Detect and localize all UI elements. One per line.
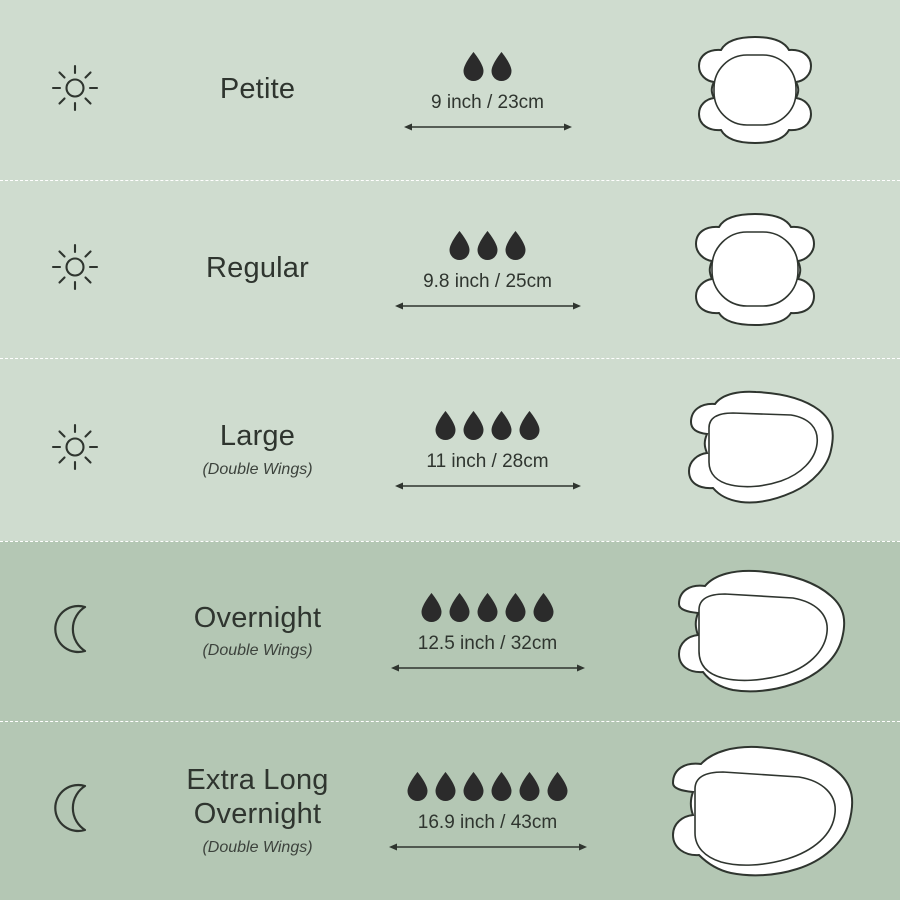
time-of-day-cell [0, 240, 150, 299]
drop-icon [434, 410, 457, 441]
time-of-day-cell [0, 420, 150, 479]
row-large [0, 358, 900, 541]
absorbency-drops [448, 227, 527, 261]
absorbency-cell [365, 227, 610, 312]
drop-icon [462, 771, 485, 802]
absorbency-drops [420, 589, 555, 623]
measurement-arrow [394, 300, 582, 312]
measurement-label: 9 inch / 23cm [431, 91, 544, 113]
row-divider [0, 180, 900, 181]
row-regular [0, 180, 900, 358]
pad-icon-overnight [645, 566, 865, 696]
row-petite [0, 0, 900, 180]
measurement-arrow [388, 841, 588, 853]
drop-icon [490, 771, 513, 802]
row-divider [0, 541, 900, 542]
size-name-line2: Overnight [193, 798, 322, 830]
measurement-label: 11 inch / 28cm [426, 451, 549, 472]
size-name-cell [150, 252, 365, 286]
absorbency-cell [365, 768, 610, 853]
drop-icon [462, 410, 485, 441]
sun-icon [48, 420, 102, 479]
absorbency-cell [365, 589, 610, 674]
drop-icon [448, 592, 471, 623]
time-of-day-cell [0, 61, 150, 120]
row-extra-long-overnight [0, 721, 900, 900]
drop-icon [462, 51, 485, 82]
measurement-label: 9.8 inch / 25cm [423, 270, 552, 292]
drop-icon [476, 592, 499, 623]
pad-illustration-cell [610, 388, 900, 512]
time-of-day-cell [0, 780, 150, 841]
pad-icon-extra-long-overnight [641, 743, 869, 879]
size-name-line1: Extra Long [186, 764, 329, 797]
size-name-note: (Double Wings) [202, 838, 313, 856]
size-name: Large [219, 420, 296, 453]
moon-icon [47, 601, 103, 662]
drop-icon [490, 51, 513, 82]
size-name-cell [150, 764, 365, 856]
row-divider [0, 358, 900, 359]
drop-icon [518, 410, 541, 441]
drop-icon [504, 230, 527, 261]
pad-icon-regular [660, 211, 850, 327]
size-name-note: (Double Wings) [202, 642, 313, 660]
drop-icon [476, 230, 499, 261]
drop-icon [546, 771, 569, 802]
sun-icon [48, 240, 102, 299]
absorbency-drops [406, 768, 569, 802]
measurement-arrow [390, 662, 586, 674]
drop-icon [434, 771, 457, 802]
pad-illustration-cell [610, 35, 900, 145]
absorbency-drops [462, 48, 513, 82]
size-name: Regular [206, 252, 309, 285]
pad-illustration-cell [610, 566, 900, 696]
measurement-arrow [403, 121, 573, 133]
absorbency-drops [434, 407, 541, 441]
drop-icon [518, 771, 541, 802]
drop-icon [532, 592, 555, 623]
row-overnight [0, 541, 900, 721]
size-name-cell [150, 420, 365, 479]
drop-icon [504, 592, 527, 623]
drop-icon [406, 771, 429, 802]
absorbency-cell [365, 48, 610, 133]
measurement-label: 12.5 inch / 32cm [417, 632, 558, 654]
size-name-note: (Double Wings) [202, 460, 313, 478]
drop-icon [490, 410, 513, 441]
drop-icon [420, 592, 443, 623]
moon-icon [47, 780, 103, 841]
size-name-cell [150, 73, 365, 107]
time-of-day-cell [0, 601, 150, 662]
pad-illustration-cell [610, 743, 900, 879]
size-name: Petite [219, 73, 296, 106]
measurement-label: 16.9 inch / 43cm [417, 812, 558, 833]
pad-illustration-cell [610, 211, 900, 327]
sun-icon [48, 61, 102, 120]
size-name: Overnight [193, 601, 322, 634]
pad-icon-large [653, 388, 858, 512]
measurement-arrow [394, 480, 582, 492]
drop-icon [448, 230, 471, 261]
size-name-cell [150, 602, 365, 661]
row-divider [0, 721, 900, 722]
absorbency-cell [365, 407, 610, 492]
pad-icon-petite [665, 35, 845, 145]
